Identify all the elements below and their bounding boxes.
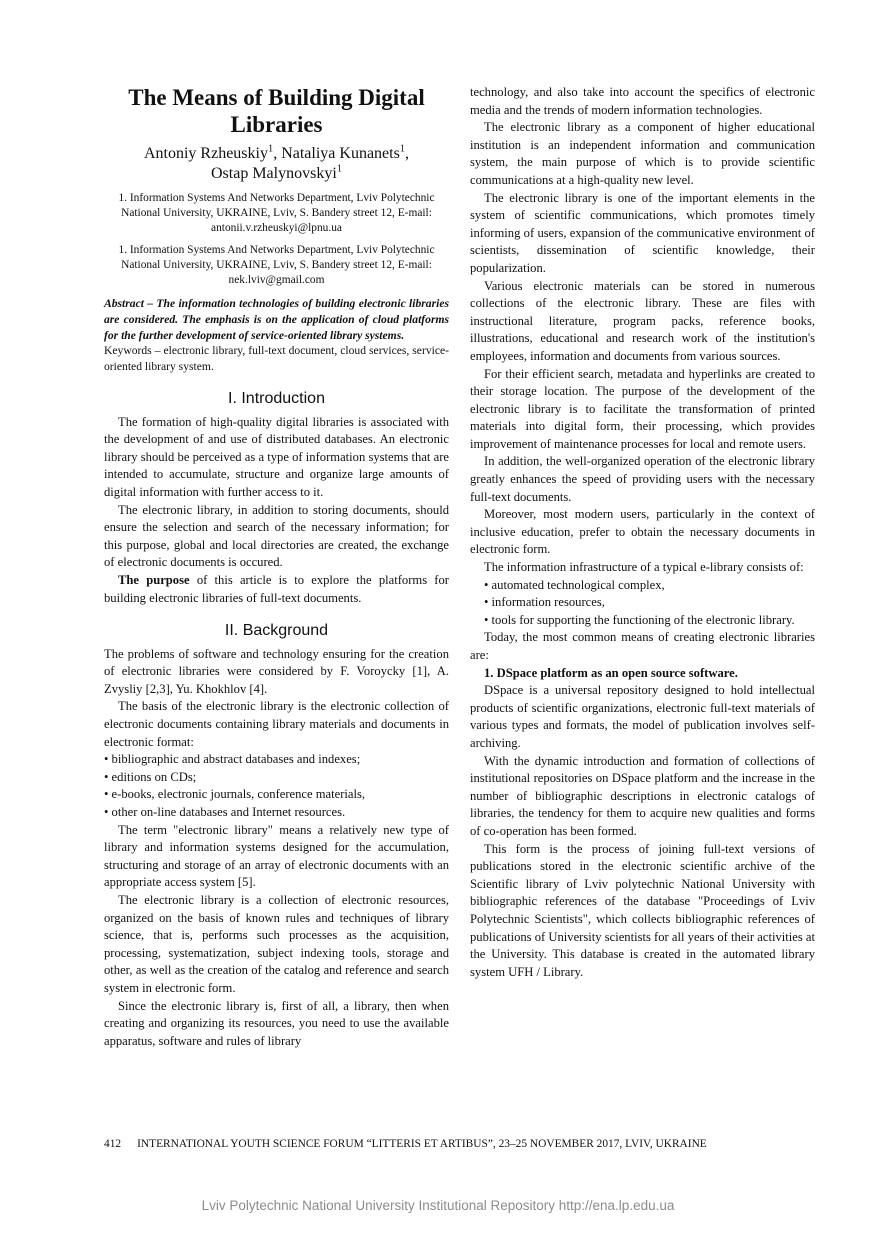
list-item: • e-books, electronic journals, conference materials, <box>104 787 366 802</box>
paragraph: The electronic library as a component of higher educational institution is an independent information and communication system, the main purpose of which is to provide scientific communications at a high-quality new level. <box>470 120 815 187</box>
left-column <box>104 84 449 1050</box>
affiliation: 1. Information Systems And Networks Department, Lviv Polytechnic National University, UKRAINE, Lviv, S. Bandery street 12, E-mail: nek.lviv@gmail.com <box>118 244 435 286</box>
list-item: • automated technological complex, <box>484 577 665 592</box>
paragraph: The term "electronic library" means a relatively new type of library and information systems designed for the accumulation, structuring and storage of an array of electronic documents with an appropriate access system [5]. <box>104 822 449 890</box>
keywords: Keywords – electronic library, full-text document, cloud services, service-oriented library system. <box>104 344 449 374</box>
author-name: Antoniy Rzheuskiy <box>143 145 268 162</box>
repository-watermark: Lviv Polytechnic National University Institutional Repository http://ena.lp.edu.ua <box>201 1198 675 1213</box>
list-item: • information resources, <box>484 595 605 610</box>
author-name: Ostap Malynovskyi <box>211 165 337 182</box>
subsection-heading-dspace <box>470 665 815 683</box>
author-separator: , <box>405 145 410 162</box>
page-footer <box>104 1138 784 1150</box>
paragraph: The formation of high-quality digital libraries is associated with the development of and use of distributed databases. An electronic library should be perceived as a type of information systems that are intended to accumulate, structure and organize large amounts of digital information with further access to it. <box>104 414 449 499</box>
section-heading-background: II. Background <box>224 622 329 640</box>
purpose-paragraph <box>104 572 449 607</box>
conference-name: INTERNATIONAL YOUTH SCIENCE FORUM “LITTERIS ET ARTIBUS”, 23–25 NOVEMBER 2017, LVIV, UKRAINE <box>137 1138 707 1150</box>
abstract: Abstract – The information technologies of building electronic libraries are considered. The emphasis is on the application of cloud platforms for the further development of service-oriented library systems. <box>104 297 449 342</box>
affiliation: 1. Information Systems And Networks Department, Lviv Polytechnic National University, UKRAINE, Lviv, S. Bandery street 12, E-mail: antonii.v.rzheuskyi@lpnu.ua <box>118 192 435 234</box>
paragraph: In addition, the well-organized operation of the electronic library greatly enhances the speed of providing users with the necessary full-text documents. <box>470 454 815 504</box>
author-affil-mark: 1 <box>336 163 342 175</box>
paragraph: The information infrastructure of a typical e-library consists of: <box>484 560 804 575</box>
paragraph: Moreover, most modern users, particularly in the context of inclusive education, prefer to obtain the necessary documents in electronic form. <box>470 507 815 557</box>
author-separator: , <box>273 145 282 162</box>
paragraph: The electronic library is a collection of electronic resources, organized on the basis of known rules and techniques of library science, that is, performs such processes as the acquisition, processing, systematization, subject indexing tools, storage and other, as well as the creation of the catalog and reference and search system in electronic form. <box>104 893 449 995</box>
author-name: Nataliya Kunanets <box>281 145 400 162</box>
paragraph: With the dynamic introduction and formation of collections of institutional repositories on DSpace platform and the increase in the number of bibliographic descriptions in electronic catalogs of libraries, the tendency for them to acquire new qualities and forms of co-operation has been formed. <box>470 753 815 838</box>
paragraph: Today, the most common means of creating electronic libraries are: <box>470 630 815 662</box>
page-number: 412 <box>104 1138 122 1150</box>
paragraph: Since the electronic library is, first of all, a library, then when creating and organizing its resources, you need to use the available apparatus, software and rules of library <box>104 998 449 1048</box>
author-list <box>104 144 449 184</box>
paragraph: The electronic library is one of the important elements in the system of scientific communications, which promotes timely informing of users, expansion of the communicative environment of scientists, dissemination of scientific knowledge, their popularization. <box>470 190 815 275</box>
purpose-text: of this article is to explore the platforms for building electronic libraries of full-text documents. <box>104 572 449 605</box>
paragraph: The basis of the electronic library is the electronic collection of electronic documents containing library materials and documents in electronic format: <box>104 699 449 749</box>
paragraph: The problems of software and technology ensuring for the creation of electronic libraries were considered by F. Voroycky [1], A. Zvysliy [2,3], Yu. Khokhlov [4]. <box>104 646 449 696</box>
purpose-label: The purpose <box>118 572 190 587</box>
list-item: • bibliographic and abstract databases and indexes; <box>104 752 361 767</box>
list-item: • tools for supporting the functioning of the electronic library. <box>484 612 795 627</box>
author-affil-mark: 1 <box>399 143 406 155</box>
author-affil-mark: 1 <box>267 143 274 155</box>
paragraph: Various electronic materials can be stored in numerous collections of the electronic library. These are files with instructional literature, program packs, reference books, illustrations, educational and research work of the institution's employees, information and documents from various sources. <box>470 278 815 363</box>
section-heading-introduction: I. Introduction <box>228 389 325 407</box>
right-column <box>470 84 815 981</box>
dspace-heading-text: 1. DSpace platform as an open source software. <box>484 665 738 680</box>
list-item: • other on-line databases and Internet resources. <box>104 805 346 820</box>
paragraph: This form is the process of joining full-text versions of publications stored in the electronic scientific archive of the Scientific library of Lviv polytechnic National University with bibliographic references of the database "Proceedings of Lviv Polytechnic Scientists", which collects bibliographic references of publications of University scientists for all years of their activities at the University. This database is created in the automated library system UFH / Library. <box>470 841 815 979</box>
paper-title: The Means of Building Digital Libraries <box>128 85 425 137</box>
paragraph: The electronic library, in addition to storing documents, should ensure the selection and search of the necessary information; for this purpose, global and local directories are created, the exchange of electronic documents is occured. <box>104 502 449 570</box>
paragraph: DSpace is a universal repository designed to hold intellectual products of scientific organizations, electronic full-text materials of various types and formats, the model of publication involves self-archiving. <box>470 683 815 750</box>
paragraph: For their efficient search, metadata and hyperlinks are created to their storage location. The purpose of the development of the electronic library is to facilitate the transformation of printed materials into digital form, their processing, which provides improvement of maintenance processes for local and remote users. <box>470 366 815 451</box>
paragraph: technology, and also take into account the specifics of electronic media and the trends of modern information technologies. <box>470 85 815 117</box>
list-item: • editions on CDs; <box>104 769 197 784</box>
